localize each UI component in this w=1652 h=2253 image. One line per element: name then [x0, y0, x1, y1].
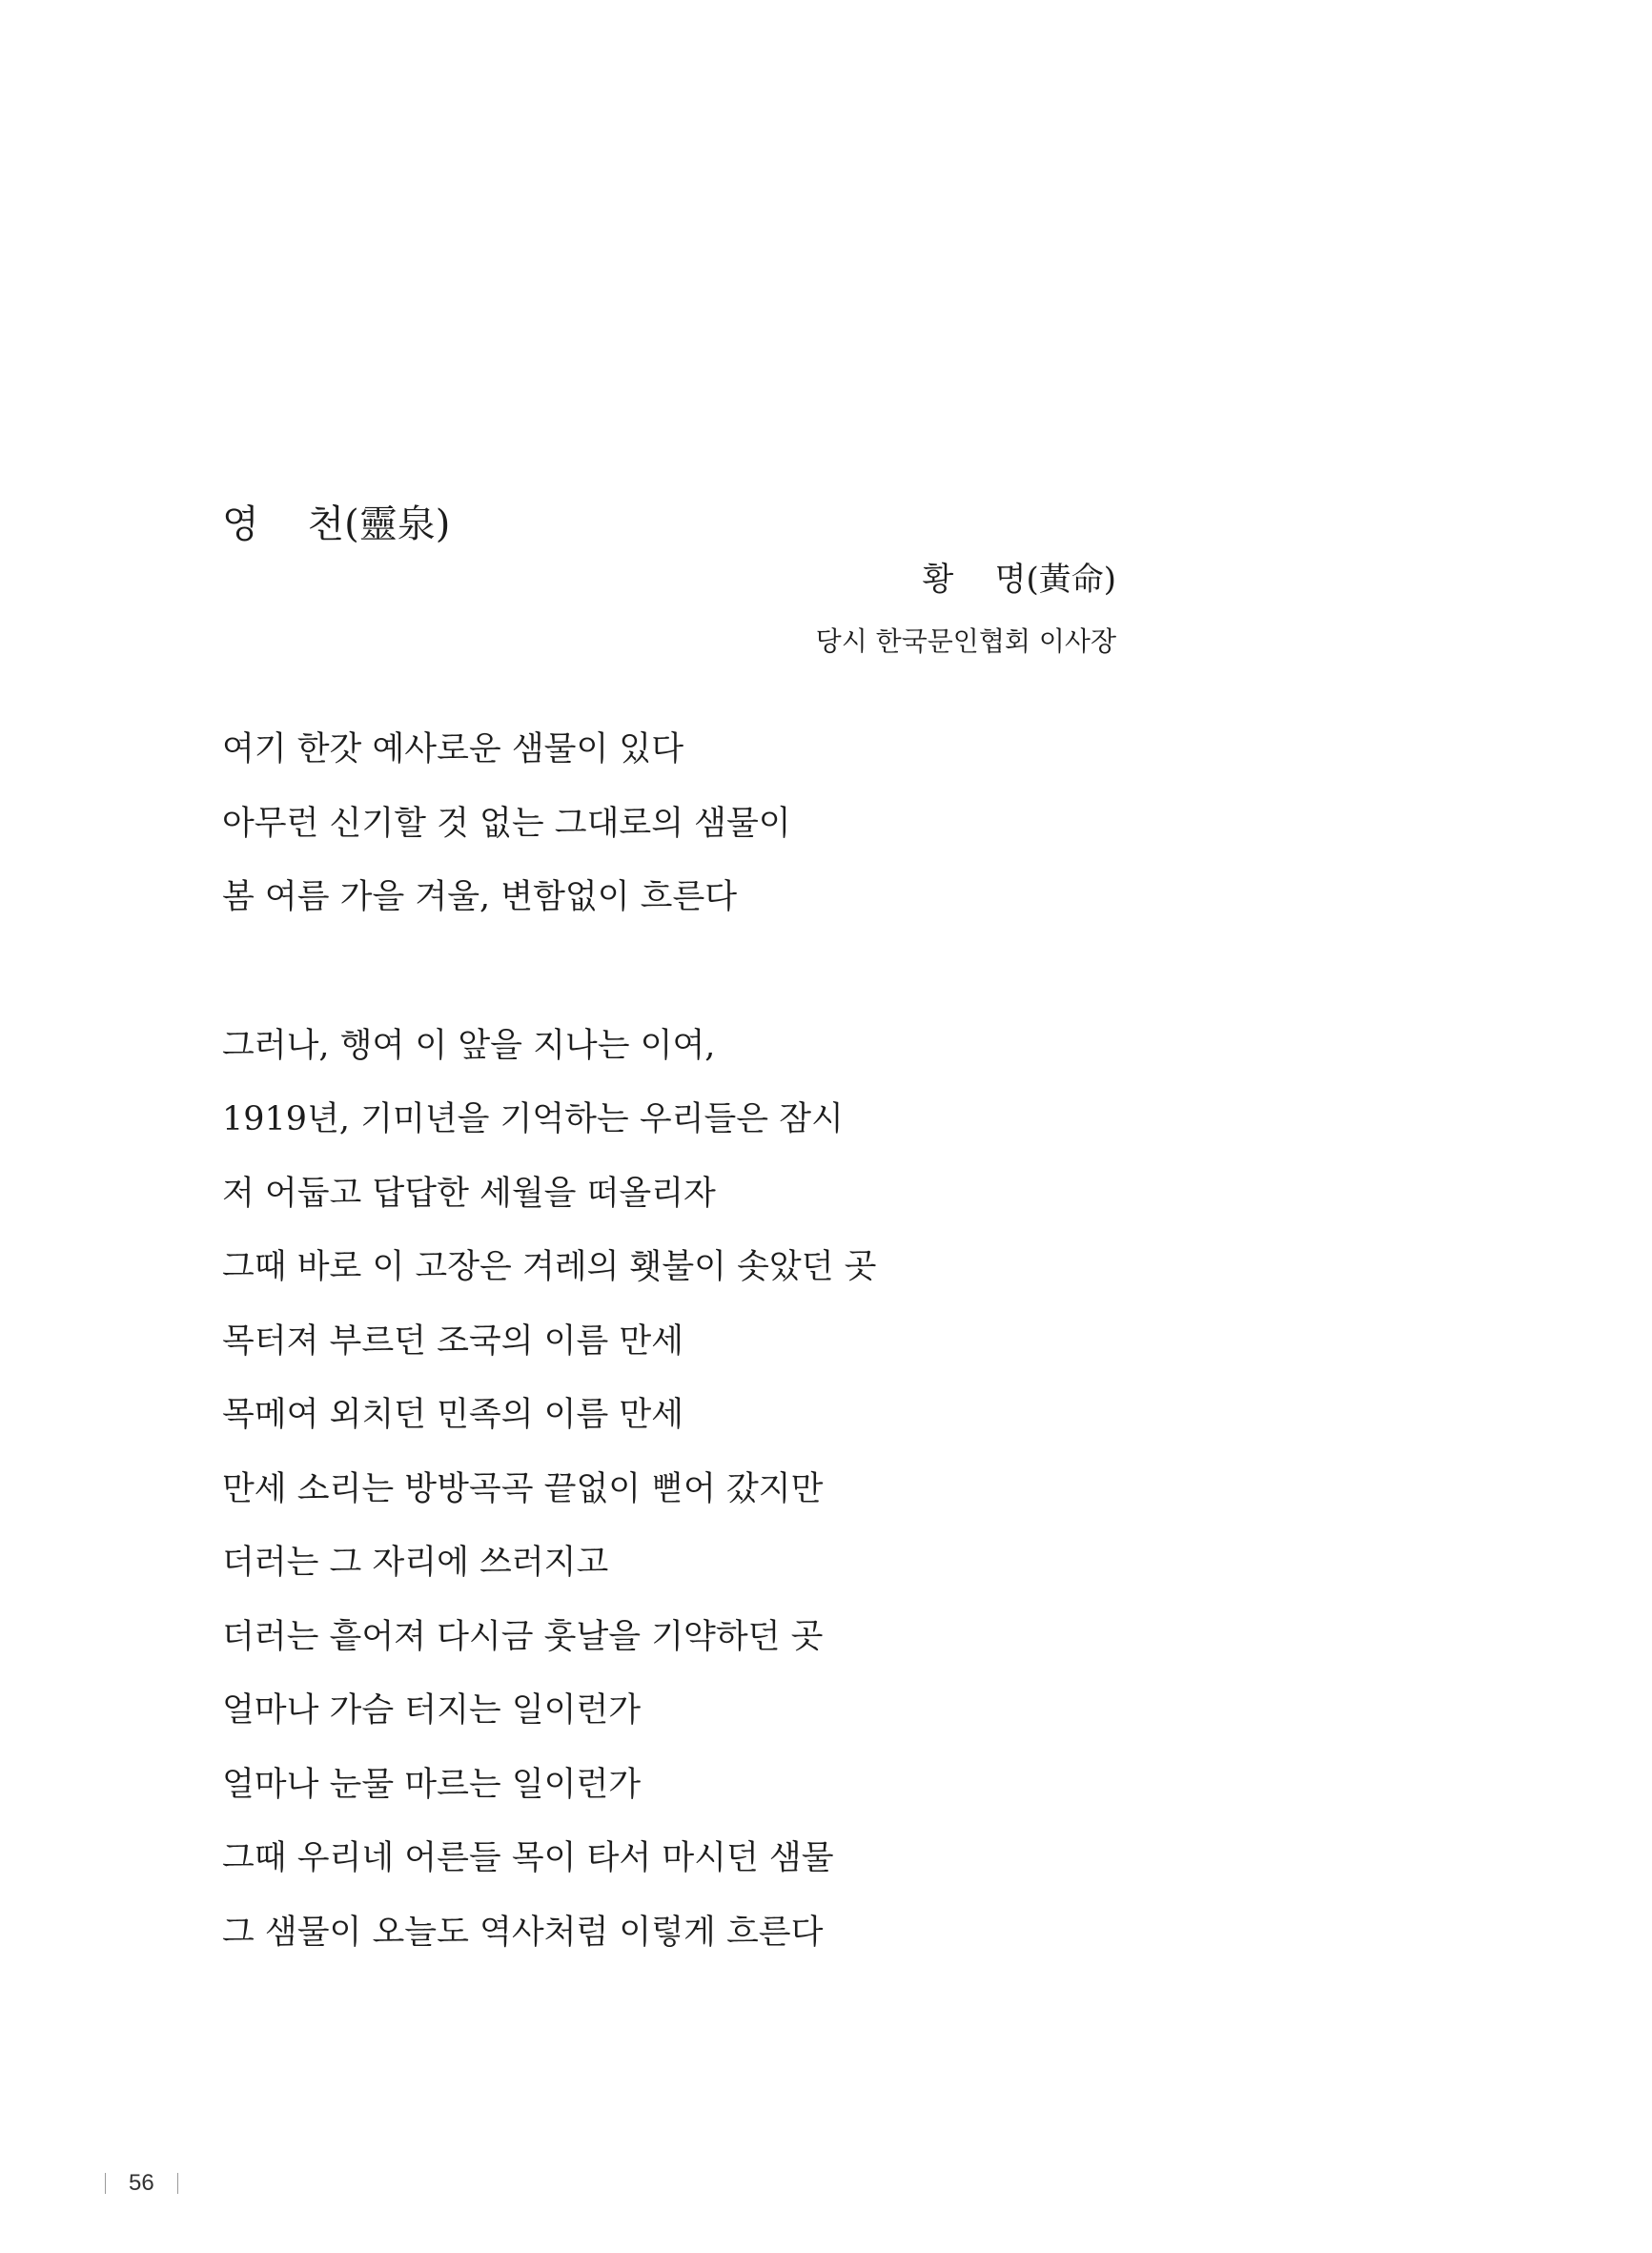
poem-line: 그때 바로 이 고장은 겨레의 횃불이 솟았던 곳 [222, 1248, 877, 1286]
poem-title: 영 천(靈泉) [222, 502, 451, 546]
poem-line: 더러는 흩어져 다시금 훗날을 기약하던 곳 [222, 1617, 824, 1656]
poem-line: 그러나, 행여 이 앞을 지나는 이여, [222, 1026, 716, 1065]
poem-line: 저 어둡고 답답한 세월을 떠올리자 [222, 1174, 716, 1213]
poem-line: 봄 여름 가을 겨울, 변함없이 흐른다 [222, 878, 738, 916]
poem-line: 목터져 부르던 조국의 이름 만세 [222, 1321, 684, 1361]
poem-body [222, 713, 1271, 1970]
poem-line: 여기 한갓 예사로운 샘물이 있다 [222, 730, 684, 768]
author-name: 황 명(黃命) [922, 561, 1116, 599]
poem-line: 아무런 신기할 것 없는 그대로의 샘물이 [222, 804, 791, 843]
footer-divider [105, 2173, 106, 2194]
author-role: 당시 한국문인협회 이사장 [815, 625, 1116, 657]
poem-line: 1919년, 기미년을 기억하는 우리들은 잠시 [222, 1100, 844, 1138]
stanza-1 [222, 713, 1271, 935]
page-footer [105, 2164, 178, 2202]
poem-line: 그때 우리네 어른들 목이 타서 마시던 샘물 [222, 1839, 834, 1877]
poem-line: 그 샘물이 오늘도 역사처럼 이렇게 흐른다 [222, 1913, 824, 1952]
footer-divider [177, 2173, 178, 2194]
poem-line: 더러는 그 자리에 쓰러지고 [222, 1544, 609, 1582]
page-number: 56 [129, 2170, 154, 2196]
poem-line: 얼마나 가슴 터지는 일이런가 [222, 1691, 642, 1730]
poem-line: 만세 소리는 방방곡곡 끝없이 뻗어 갔지만 [222, 1469, 824, 1508]
poem-line: 얼마나 눈물 마르는 일이런가 [222, 1765, 642, 1804]
author-block [816, 553, 1116, 664]
stanza-2 [222, 1010, 1271, 1971]
poem-line: 목메여 외치던 민족의 이름 만세 [222, 1396, 684, 1434]
